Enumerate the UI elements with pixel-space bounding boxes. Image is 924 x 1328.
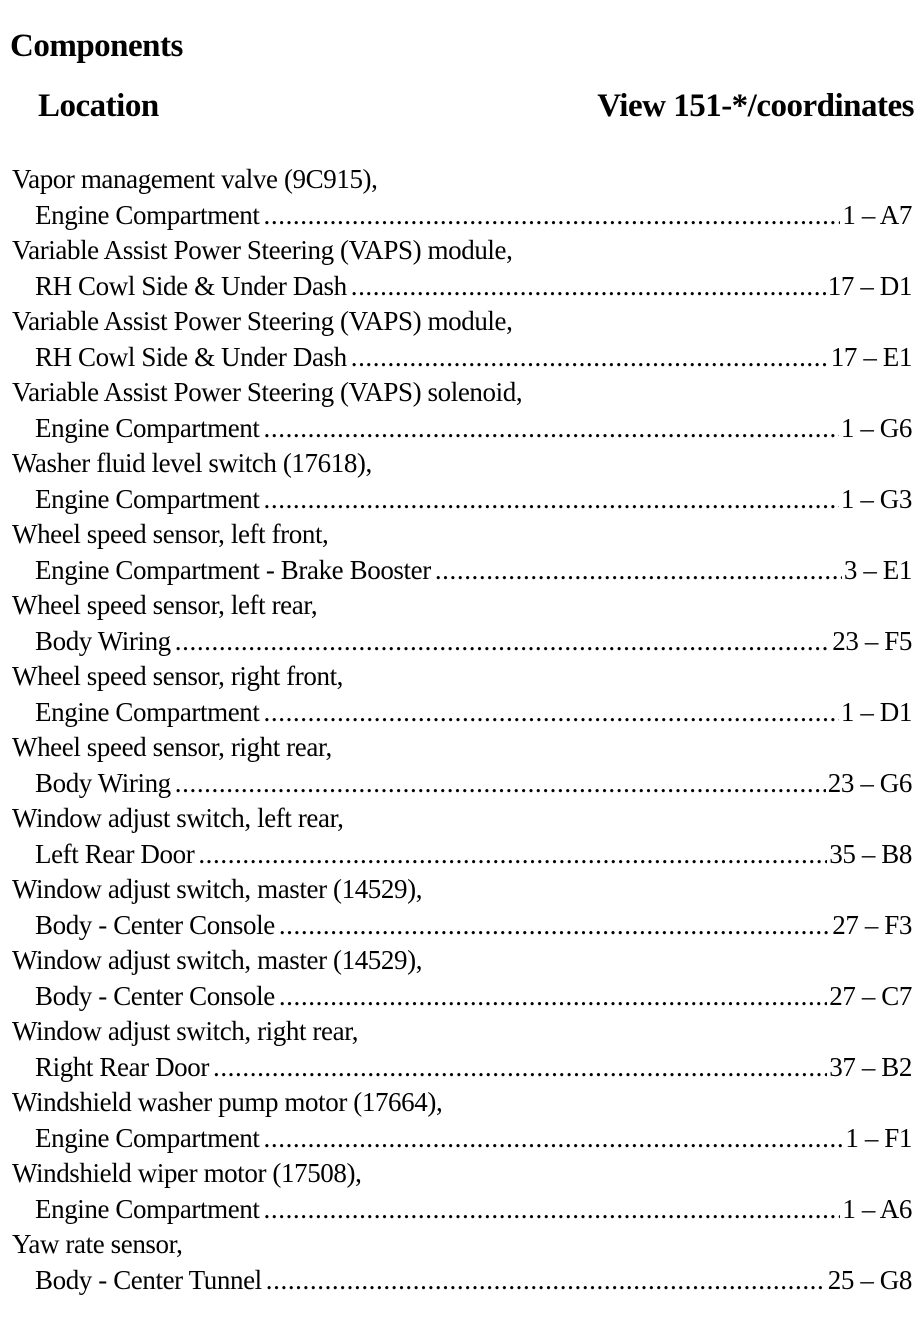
dot-leader	[266, 1263, 826, 1299]
component-name: Windshield washer pump motor (17664),	[12, 1087, 443, 1117]
column-header-location: Location	[38, 88, 159, 124]
component-name: Window adjust switch, left rear,	[12, 803, 344, 833]
component-name: Window adjust switch, master (14529),	[12, 945, 423, 975]
component-location: Engine Compartment	[35, 483, 260, 514]
view-coordinate: 1 – D1	[840, 696, 912, 727]
index-entry	[12, 1156, 912, 1227]
dot-leader	[279, 979, 827, 1015]
component-location: Body - Center Console	[35, 909, 275, 940]
component-name: Window adjust switch, master (14529),	[12, 874, 423, 904]
component-name: Windshield wiper motor (17508),	[12, 1158, 362, 1188]
dot-leader	[264, 1192, 841, 1228]
dot-leader	[264, 482, 839, 518]
index-entry	[12, 1014, 912, 1085]
component-name: Variable Assist Power Steering (VAPS) module,	[12, 235, 513, 265]
dot-leader	[264, 695, 839, 731]
component-name: Variable Assist Power Steering (VAPS) module,	[12, 306, 513, 336]
index-entry	[12, 730, 912, 801]
index-entry	[12, 162, 912, 233]
view-coordinate: 27 – C7	[829, 980, 912, 1011]
view-coordinate: 1 – A6	[842, 1193, 912, 1224]
view-coordinate: 1 – A7	[842, 199, 912, 230]
dot-leader	[279, 908, 830, 944]
view-coordinate: 37 – B2	[829, 1051, 912, 1082]
dot-leader	[213, 1050, 827, 1086]
dot-leader	[264, 411, 839, 447]
component-location: RH Cowl Side & Under Dash	[35, 270, 347, 301]
view-coordinate: 1 – G3	[840, 483, 912, 514]
component-name: Vapor management valve (9C915),	[12, 164, 378, 194]
component-location: Engine Compartment	[35, 1193, 260, 1224]
view-coordinate: 1 – G6	[840, 412, 912, 443]
view-coordinate: 3 – E1	[843, 554, 912, 585]
component-location: Engine Compartment - Brake Booster	[35, 554, 431, 585]
index-entry	[12, 659, 912, 730]
view-coordinate: 25 – G8	[827, 1264, 912, 1295]
index-entry	[12, 943, 912, 1014]
component-name: Wheel speed sensor, right front,	[12, 661, 344, 691]
index-entry	[12, 801, 912, 872]
component-location: Body Wiring	[35, 767, 171, 798]
component-name: Washer fluid level switch (17618),	[12, 448, 372, 478]
index-entry	[12, 872, 912, 943]
component-index-list	[12, 162, 912, 1298]
dot-leader	[351, 340, 829, 376]
component-name: Yaw rate sensor,	[12, 1229, 183, 1259]
column-header-view: View 151-*/coordinates	[597, 88, 914, 124]
index-entry	[12, 588, 912, 659]
dot-leader	[351, 269, 826, 305]
index-entry	[12, 233, 912, 304]
index-entry	[12, 446, 912, 517]
index-entry	[12, 517, 912, 588]
view-coordinate: 23 – F5	[832, 625, 912, 656]
view-coordinate: 23 – G6	[827, 767, 912, 798]
view-coordinate: 17 – E1	[830, 341, 912, 372]
component-location: Engine Compartment	[35, 199, 260, 230]
index-entry	[12, 375, 912, 446]
dot-leader	[198, 837, 827, 873]
view-coordinate: 1 – F1	[845, 1122, 912, 1153]
component-name: Wheel speed sensor, left rear,	[12, 590, 318, 620]
dot-leader	[264, 198, 841, 234]
component-location: Body - Center Console	[35, 980, 275, 1011]
component-name: Wheel speed sensor, right rear,	[12, 732, 332, 762]
page-heading: Components	[10, 28, 183, 64]
component-name: Variable Assist Power Steering (VAPS) solenoid,	[12, 377, 523, 407]
component-location: Right Rear Door	[35, 1051, 209, 1082]
view-coordinate: 17 – D1	[827, 270, 912, 301]
component-location: Engine Compartment	[35, 412, 260, 443]
view-coordinate: 27 – F3	[832, 909, 912, 940]
dot-leader	[175, 624, 831, 660]
component-location: Engine Compartment	[35, 1122, 260, 1153]
component-location: Engine Compartment	[35, 696, 260, 727]
index-entry	[12, 1085, 912, 1156]
component-location: Body Wiring	[35, 625, 171, 656]
dot-leader	[264, 1121, 844, 1157]
dot-leader	[435, 553, 842, 589]
component-location: RH Cowl Side & Under Dash	[35, 341, 347, 372]
dot-leader	[175, 766, 826, 802]
view-coordinate: 35 – B8	[829, 838, 912, 869]
index-entry	[12, 304, 912, 375]
component-name: Window adjust switch, right rear,	[12, 1016, 359, 1046]
index-entry	[12, 1227, 912, 1298]
component-location: Body - Center Tunnel	[35, 1264, 262, 1295]
component-name: Wheel speed sensor, left front,	[12, 519, 329, 549]
component-location: Left Rear Door	[35, 838, 195, 869]
